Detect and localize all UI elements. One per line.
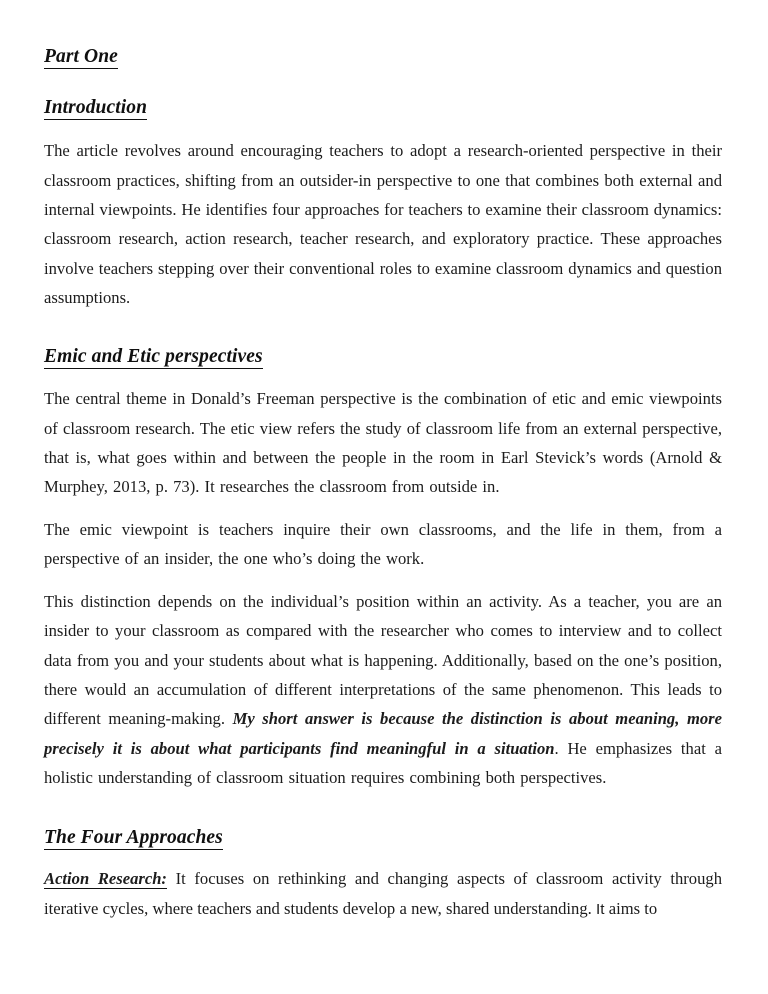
heading-four-approaches-text: The Four Approaches <box>44 826 223 848</box>
paragraph-action-research <box>44 864 722 924</box>
paragraph-distinction-part1: This distinction depends on the individual’s position within an activity. As a teacher, you are an insider to your classroom as compared with the researcher who comes to interview and to collect data from you and your students about what is happening. Additionally, based on the one’s position, there would an accumulation of different interpretations of the same phenomenon. This leads to different meaning-making. <box>44 591 722 729</box>
heading-part-one <box>44 46 722 69</box>
paragraph-introduction: The article revolves around encouraging teachers to adopt a research-oriented perspective in their classroom practices, shifting from an outsider-in perspective to one that combines both external and internal viewpoints. He identifies four approaches for teachers to examine their classroom dynamics: classroom research, action research, teacher research, and exploratory practice. These approaches involve teachers stepping over their conventional roles to examine classroom dynamics and question assumptions. <box>44 141 722 308</box>
heading-emic-and-etic-text: Emic and Etic perspectives <box>44 345 263 367</box>
paragraph-distinction-emphasis: My short answer is because the distinction is about meaning, more precisely it is about what participants find meaningful in a situation <box>44 709 722 758</box>
heading-part-one-text: Part One <box>44 46 118 67</box>
action-research-text-second: aims to <box>604 898 658 918</box>
document-body <box>44 46 722 924</box>
action-research-it-word: It <box>596 900 605 918</box>
paragraph-central-theme: The central theme in Donald’s Freeman perspective is the combination of etic and emic viewpoints of classroom research. The etic view refers the study of classroom life from an external perspective, that is, what goes within and between the people in the room in Earl Stevick’s words (Arnold & Murphey, 2013, p. 73). It researches the classroom from outside in. <box>44 389 722 497</box>
heading-four-approaches <box>44 827 722 850</box>
heading-introduction <box>44 97 722 120</box>
heading-introduction-text: Introduction <box>44 96 148 118</box>
paragraph-distinction-part2: . He emphasizes that a holistic understanding of classroom situation requires combining both perspectives. <box>44 738 722 788</box>
paragraph-distinction <box>44 587 722 793</box>
paragraph-emic-viewpoint: The emic viewpoint is teachers inquire their own classrooms, and the life in them, from a perspective of an insider, the one who’s doing the work. <box>44 519 722 569</box>
heading-emic-and-etic <box>44 346 722 369</box>
action-research-text-first: It focuses on rethinking and changing aspects of classroom activity through iterative cycles, where teachers and students develop a new, shared understanding. <box>44 869 722 918</box>
action-research-label: Action Research: <box>44 869 167 889</box>
